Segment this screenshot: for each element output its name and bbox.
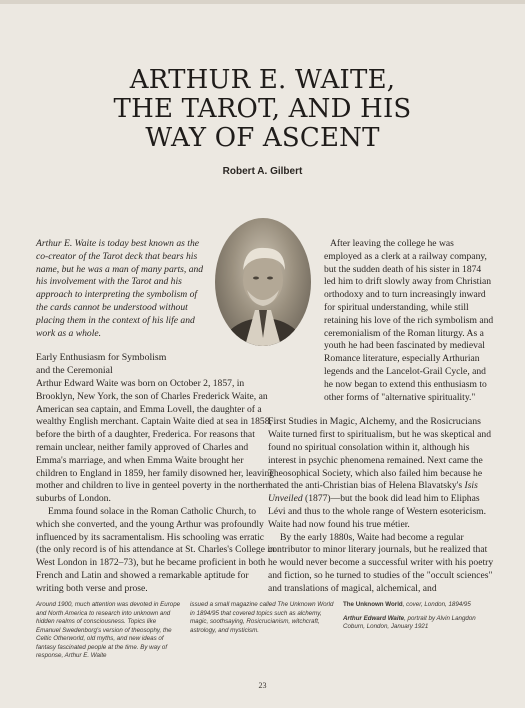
page-number: 23 xyxy=(258,681,267,690)
section-heading xyxy=(36,352,276,378)
caption-text: , cover, London, 1894/95 xyxy=(402,601,471,608)
section-heading-line: and the Ceremonial xyxy=(36,365,113,377)
section-heading: First Studies in Magic, Alchemy, and the Rosicrucians xyxy=(268,416,481,428)
body-text: Waite turned first to spiritualism, but he was skeptical and found no spiritual consolation within it, although his interest in psychic phenomena remained. Next came the Theosophical Society, which also failed him because he hated the anti-Christian bias of Helena Blavatsky's xyxy=(268,429,492,492)
author-byline: Robert A. Gilbert xyxy=(222,166,303,177)
section-heading-line: Early Enthusiasm for Symbolism xyxy=(36,352,167,364)
image-captions xyxy=(343,601,493,632)
caption-text: , portrait by Alvin Langdon Coburn, London, January 1921 xyxy=(343,614,476,630)
book-title: Isis Unveiled xyxy=(268,480,478,505)
lead-paragraph: Arthur E. Waite is today best known as the co-creator of the Tarot deck that bears his name, but he was a man of many parts, and his involvement with the Tarot and his approach to interpreting the symbolism of the cards cannot be understood without placing them in the context of his life and work as a whole. xyxy=(36,238,204,339)
caption xyxy=(343,615,493,632)
caption-title: The Unknown World xyxy=(343,601,403,608)
body-paragraph xyxy=(268,429,494,531)
caption xyxy=(343,601,493,610)
body-paragraph: After leaving the college he was employed as a clerk at a railway company, but the sudden death of his sister in 1874 led him to drift slowly away from Christian orthodoxy and to turn increasingly inward for spiritual understanding, while still retaining his love of the rich symbolism and ceremonialism of the Roman liturgy. As a youth he had been fascinated by medieval Romance literature, especially Arthurian legends and the Lancelot-Grail Cycle, and he now began to extend this enthusiasm to other forms of "alternative spirituality." xyxy=(324,238,494,403)
body-paragraph: By the early 1880s, Waite had become a regular contributor to minor literary journals, but he realized that he would never become a successful writer with his poetry and fiction, so he turned to studies of the "occult sciences" and translations of magical, alchemical, and xyxy=(268,531,494,594)
right-column xyxy=(268,238,494,596)
caption-title: Arthur Edward Waite xyxy=(343,614,405,622)
footer-text-2: issued a small magazine called The Unknown World in 1894/95 that covered topics such as alchemy, magic, soothsaying, Rosicrucianism, witchcraft, astrology, and mysticism. xyxy=(190,601,334,634)
left-column xyxy=(36,238,276,596)
body-text: (1877)—but the book did lead him to Eliphas Lévi and thus to the whole range of Western esotericism. Waite had now found his true métier. xyxy=(268,493,487,530)
title-line: WAY OF ASCENT xyxy=(145,123,380,153)
body-paragraph: Emma found solace in the Roman Catholic Church, to which she converted, and the young Arthur was profoundly influenced by its sacramentalism. His schooling was erratic (the only record is of his attendance at St. Charles's College in West London in 1872–73), but he became proficient in both French and Latin and showed a remarkable aptitude for writing both verse and prose. xyxy=(36,505,275,594)
title-line: ARTHUR E. WAITE, xyxy=(129,65,396,95)
page-top-edge xyxy=(0,0,525,4)
body-paragraph: Arthur Edward Waite was born on October 2, 1857, in Brooklyn, New York, the son of Charles Frederick Waite, an American sea captain, and Emma Lovell, the daughter of a wealthy English merchant. Captain Waite died at sea in 1858, before the birth of a daughter, Frederica. For reasons that remain unclear, neither family approved of Charles and Emma's marriage, and when Emma Waite brought her children to England in 1859, her family disowned her, leaving mother and children to live in genteel poverty in the northern suburbs of London. xyxy=(36,377,275,505)
footer-text-1: Around 1900, much attention was devoted in Europe and North America to research into unknown and hidden realms of consciousness. Topics like Emanuel Swedenborg's version of theosophy, the Celtic Otherworld, old myths, and new ideas of fantasy fascinated people at the time. By way of response, Arthur E. Waite xyxy=(36,601,181,659)
article-title xyxy=(0,66,525,153)
title-line: THE TAROT, AND HIS xyxy=(113,94,412,124)
